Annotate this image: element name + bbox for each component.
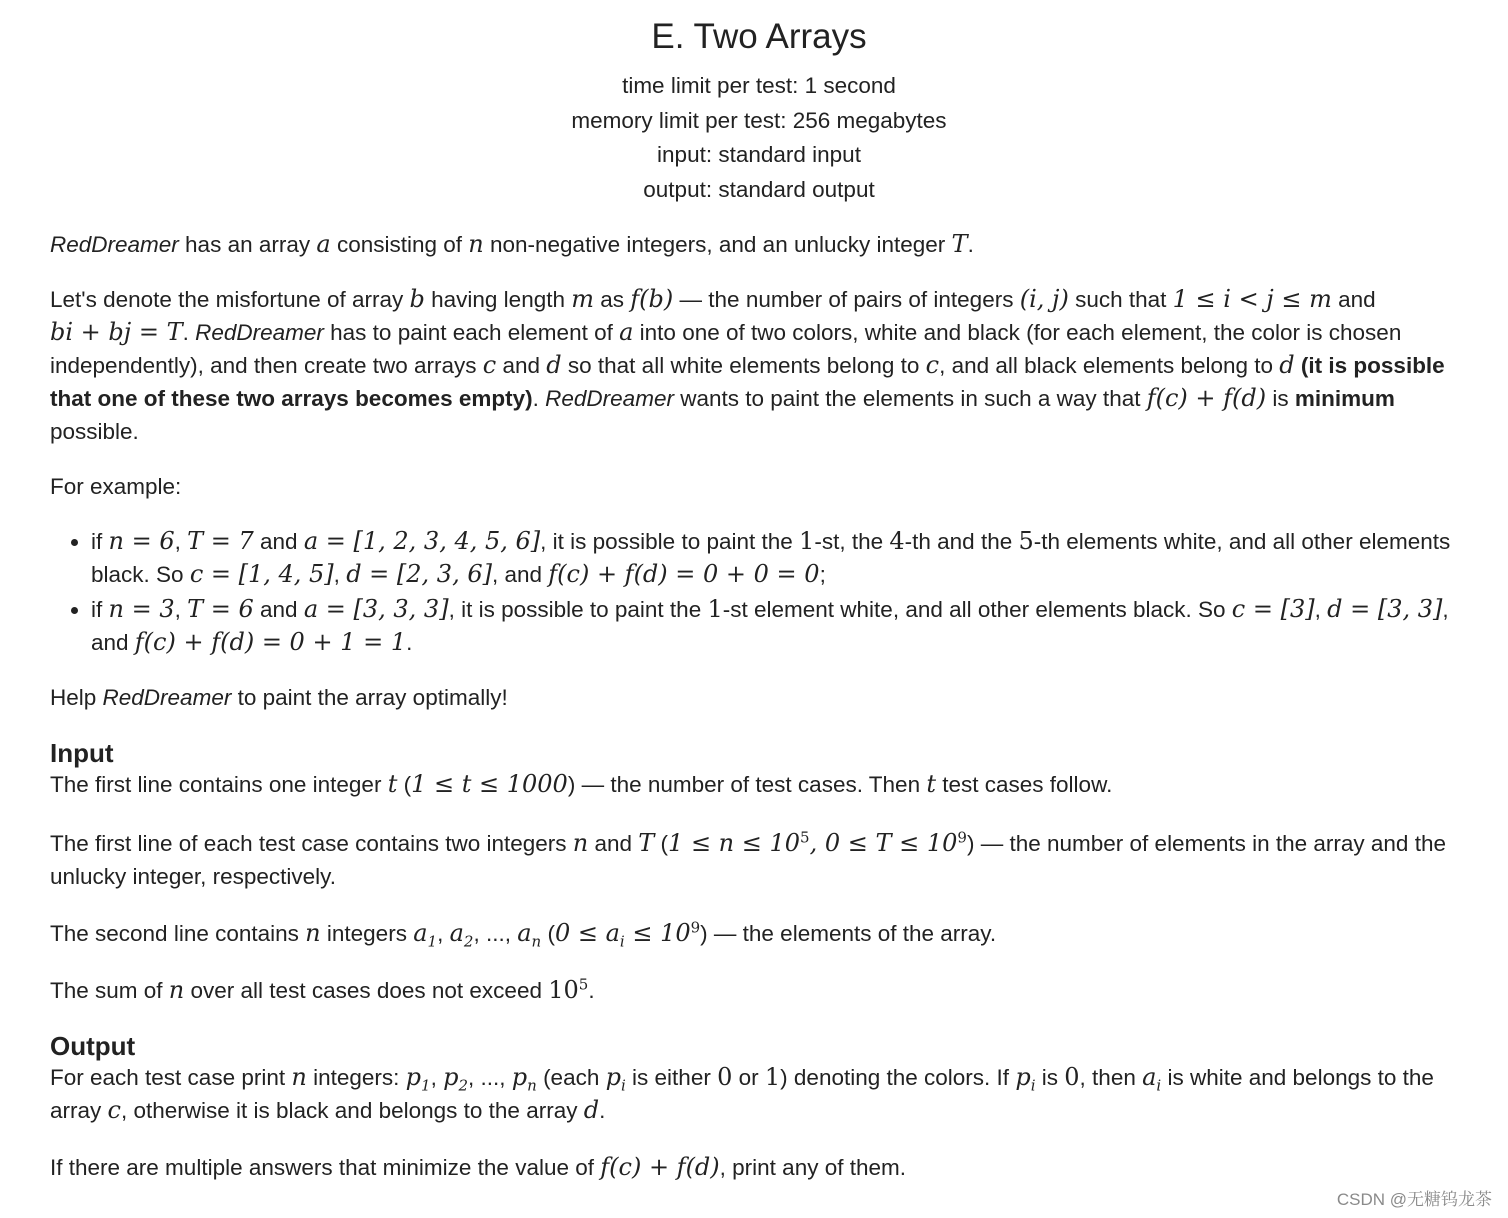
statement-paragraph-4: Help RedDreamer to paint the array optimally! (50, 685, 508, 710)
list-item: • if n = 3, T = 6 and a = [3, 3, 3], it is possible to paint the 1-st element white, and all other elements black. So c = [3], d = [3, 3], and f(c) + f(d) = 0 + 1 = 1. (91, 593, 1468, 659)
statement-paragraph-1: RedDreamer has an array a consisting of n non-negative integers, and an unlucky integer T. (50, 230, 974, 258)
problem-title: E. Two Arrays (651, 17, 867, 56)
input-paragraph-2: The first line of each test case contains two integers n and T ($1 \le n \le 10^5$, $0 \le T \le 10^9$) — the number of elements in the array and the unlucky integer, respectively. (50, 828, 1446, 889)
input-paragraph-4: The sum of n over all test cases does not exceed $10^5$. (50, 975, 595, 1004)
list-item: • if n = 6, T = 7 and a = [1, 2, 3, 4, 5, 6], it is possible to paint the 1-st, the 4-th and the 5-th elements white, and all other elements black. So c = [1, 4, 5], d = [2, 3, 6], and f(c) + f(d) = 0 + 0 = 0; (91, 525, 1468, 591)
example-list (50, 525, 1468, 659)
time-limit: time limit per test: 1 second (622, 73, 896, 98)
output-heading: Output (50, 1031, 136, 1061)
input-heading: Input (50, 738, 114, 768)
output-paragraph-2: If there are multiple answers that minimize the value of f(c) + f(d), print any of them. (50, 1153, 906, 1181)
input-paragraph-3: The second line contains n integers $a_1$, $a_2$, ..., $a_n$ $(0 \le a_i \le 10^9)$ — the elements of the array. (50, 918, 997, 951)
watermark: CSDN @无糖钨龙茶 (1336, 1190, 1492, 1209)
output-spec: output: standard output (643, 176, 875, 202)
problem-statement (50, 0, 1468, 1184)
statement-paragraph-2: Let's denote the misfortune of array b having length m as f(b) — the number of pairs of integers (i, j) such that 1 ≤ i < j ≤ m and bi + bj = T. RedDreamer has to paint each element of a into one of two colors, white and black (for each element, the color is chosen independently), and then create two arrays c and d so that all white elements belong to c, and all black elements belong to d (it is possible that one of these two arrays becomes empty). RedDreamer wants to paint the elements in such a way that f(c) + f(d) is minimum possible. (50, 285, 1445, 444)
input-section (50, 738, 1468, 1007)
output-paragraph-1: For each test case print n integers: $p_1$, $p_2$, ..., $p_n$ (each $p_i$ is either 0 or 1) denoting the colors. If $p_i$ is 0, then $a_i$ is white and belongs to the array c, otherwise it is black and belongs to the array d. (50, 1063, 1434, 1124)
input-spec: input: standard input (657, 142, 861, 167)
problem-meta (50, 69, 1468, 207)
output-section (50, 1031, 1468, 1184)
input-paragraph-1: The first line contains one integer t (1 ≤ t ≤ 1000) — the number of test cases. Then t test cases follow. (50, 770, 1113, 798)
statement-paragraph-3: For example: (50, 474, 182, 499)
memory-limit: memory limit per test: 256 megabytes (571, 107, 947, 133)
